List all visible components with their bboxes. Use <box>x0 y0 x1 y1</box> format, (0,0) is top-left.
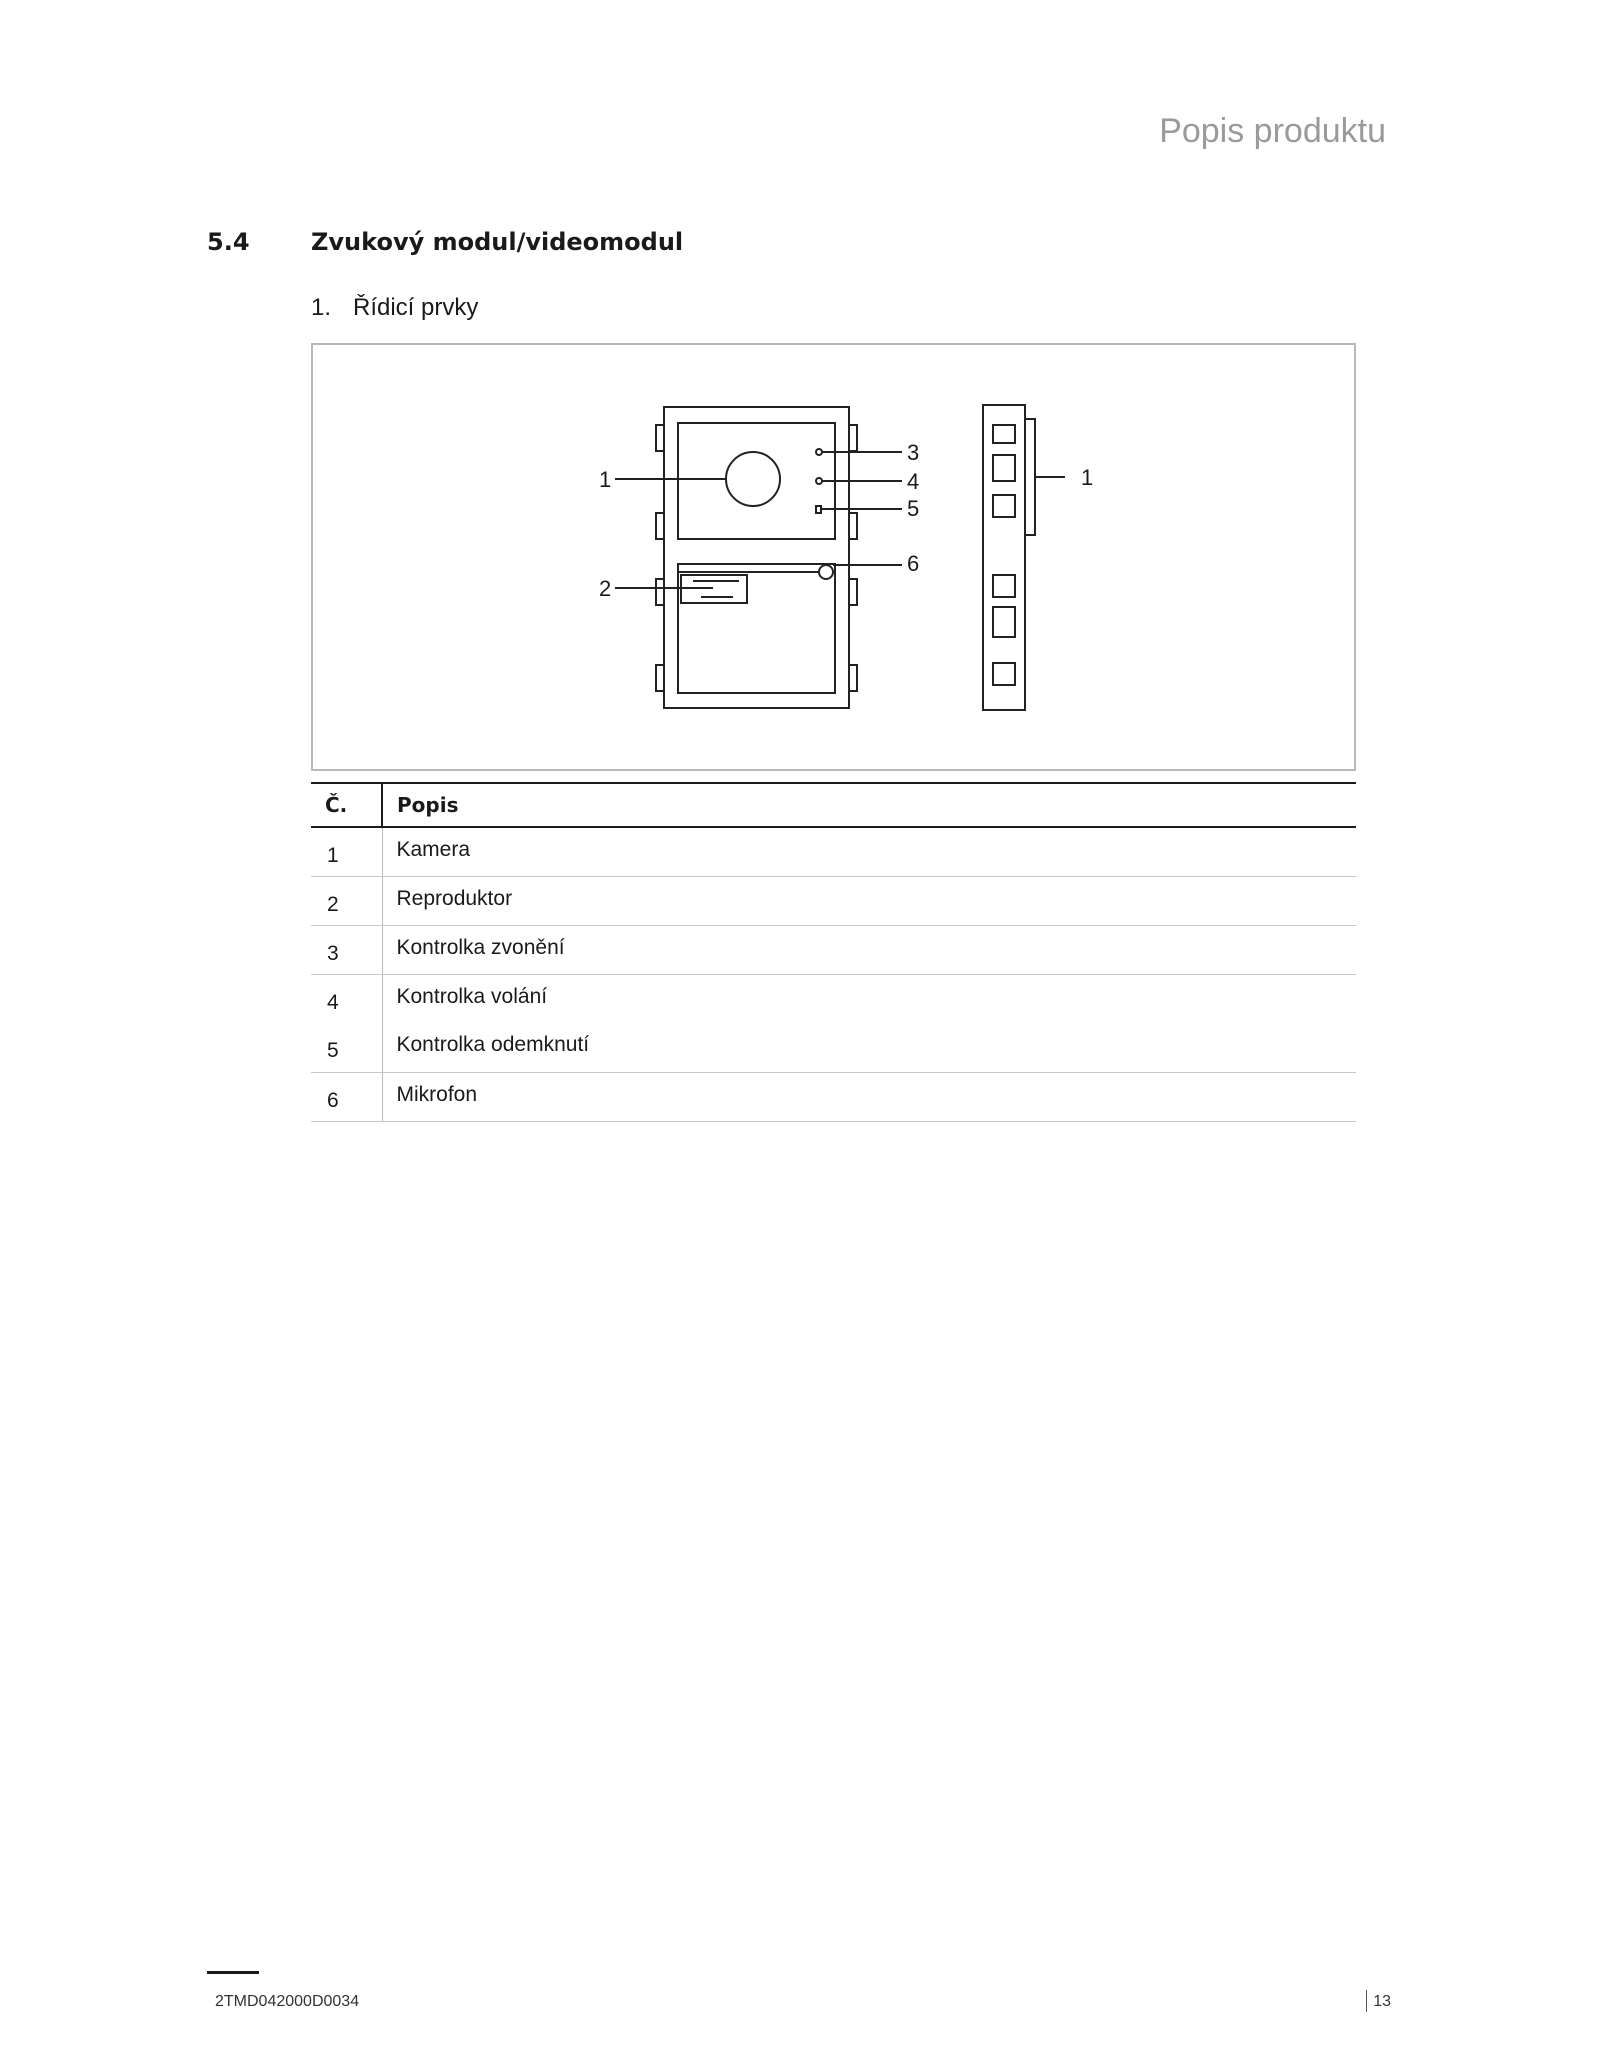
footer-rule <box>207 1971 259 1974</box>
device-drawing <box>313 345 1354 769</box>
table-row <box>311 1023 1356 1072</box>
row-number: 3 <box>311 925 382 974</box>
side-view-frame <box>983 405 1025 710</box>
row-description: Kontrolka volání <box>396 984 548 1008</box>
device-figure <box>311 343 1356 771</box>
speaker-panel <box>678 564 835 693</box>
row-description: Kamera <box>382 827 1356 876</box>
row-number: 5 <box>311 1023 382 1072</box>
footer-divider <box>1366 1990 1367 2012</box>
list-item-text: Řídicí prvky <box>353 294 479 321</box>
camera-lens <box>726 452 780 506</box>
table-row <box>311 1072 1356 1121</box>
table-row <box>311 827 1356 876</box>
row-number: 4 <box>311 974 382 1023</box>
callout-label: 2 <box>599 576 612 601</box>
legend-header-row <box>311 783 1356 827</box>
footer-document-number: 2TMD042000D0034 <box>215 1993 360 2010</box>
row-description: Kontrolka zvonění <box>382 925 1356 974</box>
callout-label: 1 <box>599 467 612 492</box>
page-running-title: Popis produktu <box>1159 112 1386 150</box>
list-item <box>311 294 478 322</box>
legend-table <box>311 782 1356 1122</box>
callout-label: 6 <box>907 551 920 576</box>
camera-panel <box>678 423 835 539</box>
row-number: 1 <box>311 827 382 876</box>
callout-label: 4 <box>907 469 920 494</box>
microphone-hole <box>819 565 833 579</box>
section-number: 5.4 <box>207 228 250 256</box>
row-description: Reproduktor <box>382 876 1356 925</box>
row-description: Mikrofon <box>382 1072 1356 1121</box>
column-header-description: Popis <box>382 783 1356 827</box>
row-number: 2 <box>311 876 382 925</box>
callout-label: 5 <box>907 496 920 521</box>
callout-label: 3 <box>907 440 920 465</box>
footer-page-number: 13 <box>1373 1993 1391 2010</box>
column-header-number: Č. <box>311 783 382 827</box>
table-row <box>311 876 1356 925</box>
list-item-number: 1. <box>311 294 332 321</box>
row-number: 6 <box>311 1072 382 1121</box>
table-row <box>311 974 1356 1023</box>
callout-label: 1 <box>1081 465 1094 490</box>
row-description: Kontrolka odemknutí <box>382 1023 1356 1072</box>
table-row <box>311 925 1356 974</box>
section-title: Zvukový modul/videomodul <box>311 228 684 256</box>
